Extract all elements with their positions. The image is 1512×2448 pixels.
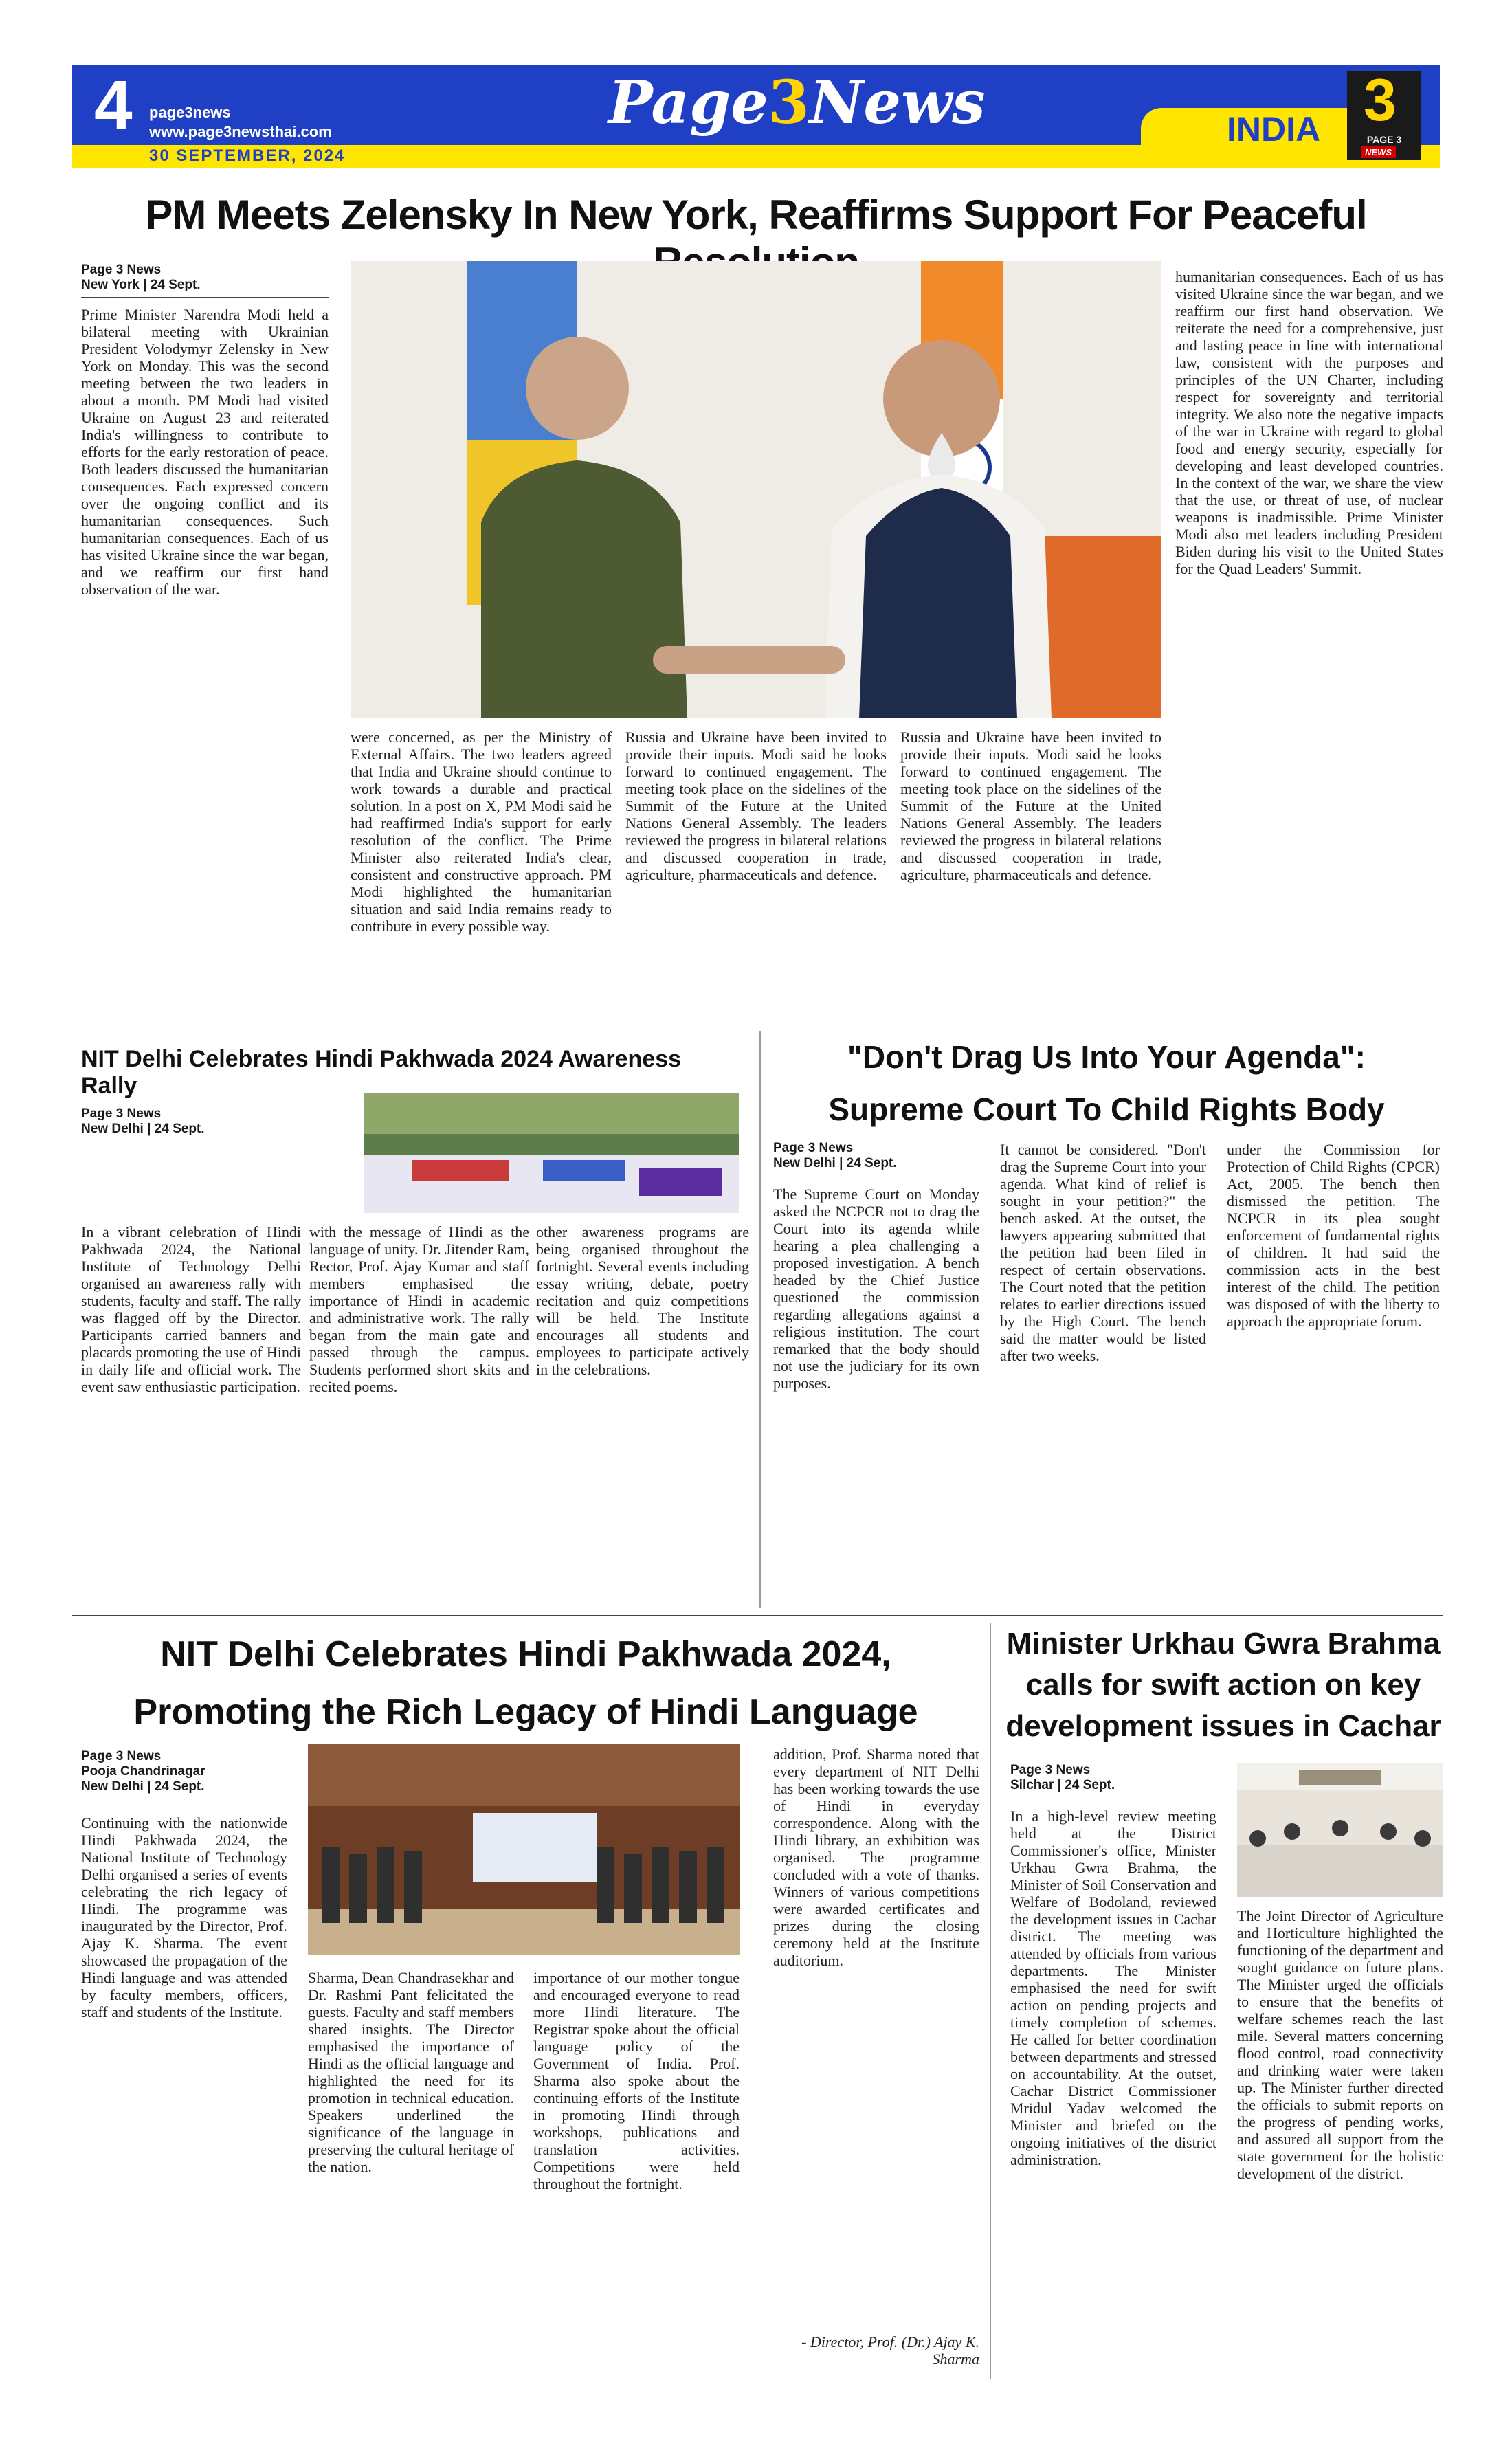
rally-headline[interactable]: NIT Delhi Celebrates Hindi Pakhwada 2024 Awareness Rally — [81, 1046, 682, 1099]
brand-logo-suffix: News — [809, 68, 986, 137]
nit-column-4: addition, Prof. Sharma noted that every department of NIT Delhi has been working towards the use of Hindi in everyday correspondence. Along with the Hindi library, an exhibition was organised. The programme concluded with a vote of thanks. Winners of various competitions were awarded certificates and prizes during the closing ceremony held at the Institute auditorium. — [773, 1746, 979, 1969]
rally-column-3: other awareness programs are being organised throughout the fortnight. Several events including essay writing, debate, poetry recitation and quiz competitions will be held. The Institute encourages all students and employees to participate actively in the celebrations. — [536, 1223, 749, 1378]
lead-byline-rule — [81, 297, 329, 298]
photo-hindi-pakhwada-graphic — [308, 1744, 740, 1955]
masthead — [72, 65, 1440, 168]
lead-column-2b: Russia and Ukraine have been invited to provide their inputs. Modi said he looks forward to continued engagement. The meeting took place on the sidelines of the Summit of the Future at the United Nations General Assembly. The leaders reviewed the progress in bilateral relations and discussed cooperation in trade, agriculture, pharmaceuticals and defence. — [625, 728, 887, 883]
minister-headline-line-1: Minister Urkhau Gwra Brahma — [1006, 1627, 1441, 1660]
publication-date: 30 SEPTEMBER, 2024 — [149, 146, 346, 165]
sc-byline-source: Page 3 News — [773, 1141, 854, 1155]
lead-column-3: Russia and Ukraine have been invited to provide their inputs. Modi said he looks forward to continued engagement. The meeting took place on the sidelines of the Summit of the Future at the United Nations General Assembly. The leaders reviewed the progress in bilateral relations and discussed cooperation in trade, agriculture, pharmaceuticals and defence. — [900, 728, 1161, 883]
nit-byline-author: Pooja Chandrinagar — [81, 1764, 205, 1779]
lead-column-4: humanitarian consequences. Each of us has visited Ukraine since the war began, and we reaffirm our first hand observation. We reiterate the need for a comprehensive, just and lasting peace in line with international law, consistent with the purposes and principles of the UN Charter, including respect for sovereignty and territorial integrity. We also note the negative impacts of the war in Ukraine with regard to global food and energy security, especially for developing and least developed countries. In the context of the war, we share the view that the use, or threat of use, of nuclear weapons is inadmissible. Prime Minister Modi also met leaders including President Biden during his visit to the United States for the Quad Leaders' Summit. — [1175, 268, 1443, 577]
photo-hindi-pakhwada-event — [308, 1744, 740, 1955]
sc-headline-line-2: Supreme Court To Child Rights Body — [828, 1091, 1385, 1127]
brand-logo-number: 3 — [768, 68, 810, 137]
brand-logo-prefix: Page — [608, 68, 768, 137]
page3-badge-logo — [1347, 67, 1421, 160]
lead-byline-place: New York | 24 Sept. — [81, 278, 201, 292]
sc-byline — [773, 1141, 979, 1171]
nit-column-1: Continuing with the nationwide Hindi Pakhwada 2024, the National Institute of Technology Delhi organised a series of events celebrating the rich legacy of Hindi. The programme was inaugurated by the Director, Prof. Ajay K. Sharma. The event showcased the propagation of the Hindi language and was attended by faculty members, officers, staff and students of the Institute. — [81, 1814, 287, 2021]
sc-headline-line-1: "Don't Drag Us Into Your Agenda": — [847, 1039, 1366, 1075]
rally-byline — [81, 1106, 329, 1137]
lead-column-2: were concerned, as per the Ministry of External Affairs. The two leaders agreed that India and Ukraine should continue to work towards a durable and practical solution. In a post on X, PM Modi said he had reaffirmed India's support for early resolution of the conflict. The Prime Minister also reiterated India's clear, consistent and constructive approach. PM Modi highlighted the humanitarian situation and said India remains ready to contribute in every possible way. — [351, 728, 612, 935]
rally-byline-source: Page 3 News — [81, 1106, 162, 1121]
section-name: INDIA — [1227, 110, 1321, 148]
photo-cachar-meeting-graphic — [1237, 1763, 1443, 1897]
minister-column-2: The Joint Director of Agriculture and Horticulture highlighted the functioning of the department and sought guidance on future plans. The Minister urged the officials to ensure that the benefits of welfare schemes reach the last mile. Several matters concerning flood control, road connectivity and drinking water were taken up. The Minister further directed the officials to submit reports on the progress of pending works, and assured all support from the state government for the holistic development of the district. — [1237, 1907, 1443, 2182]
nit-byline-place: New Delhi | 24 Sept. — [81, 1779, 205, 1794]
rally-column-2: with the message of Hindi as the language of unity. Dr. Jitender Ram, Rector, Prof. Ajay Kumar and staff members emphasised the importance of Hindi in academic and administrative work. The rally began from the main gate and passed through the campus. Students performed short skits and recited poems. — [309, 1223, 529, 1395]
minister-headline-line-3: development issues in Cachar — [1005, 1709, 1441, 1743]
nit-column-3: importance of our mother tongue and encouraged everyone to read more Hindi literature. The Registrar spoke about the official language policy of the Government of India. Prof. Sharma also spoke about the continuing efforts of the Institute in promoting Hindi through workshops, publications and translation activities. Competitions were held throughout the fortnight. — [533, 1969, 740, 2192]
sc-column-1: The Supreme Court on Monday asked the NCPCR not to drag the Court into its agenda while hearing a plea challenging a proposed investigation. A bench headed by the Chief Justice questioned the commission regarding allegations against a religious institution. The court remarked that the body should not use the judiciary for its own purposes. — [773, 1186, 979, 1392]
photo-cachar-meeting — [1237, 1763, 1443, 1897]
nit-quote-attribution: - Director, Prof. (Dr.) Ajay K. Sharma — [801, 2333, 979, 2368]
minister-headline[interactable] — [1000, 1623, 1447, 1747]
page-number: 4 — [94, 67, 133, 144]
nit-headline[interactable] — [72, 1625, 979, 1741]
badge-news: NEWS — [1361, 146, 1396, 158]
minister-column-1: In a high-level review meeting held at the District Commissioner's office, Minister Urkhau Gwra Brahma, the Minister of Soil Conservation and Welfare of Bodoland, reviewed the development issues in Cachar district. The meeting was attended by officials from various departments. The Minister emphasised the need for swift action on pending projects and timely completion of schemes. He called for better coordination between departments and stressed on accountability. At the outset, Cachar District Commissioner Mridul Yadav welcomed the Minister and briefed on the ongoing initiatives of the district administration. — [1010, 1807, 1216, 2168]
sc-column-2: It cannot be considered. "Don't drag the Supreme Court into your agenda. What kind of relief is sought in your petition?" the bench asked. At the outset, the lawyers appearing submitted that the petition had been filed in respect of certain observations. The Court noted that the petition relates to earlier directions issued by the High Court. The bench said the matter would be listed after two weeks. — [1000, 1141, 1206, 1364]
minister-byline-place: Silchar | 24 Sept. — [1010, 1778, 1115, 1792]
rally-byline-place: New Delhi | 24 Sept. — [81, 1122, 205, 1136]
nit-byline — [81, 1749, 287, 1794]
website-link[interactable]: www.page3newsthai.com — [149, 123, 332, 140]
rally-column-1: In a vibrant celebration of Hindi Pakhwada 2024, the National Institute of Technology Delhi organised an awareness rally with students, faculty and staff. The rally was flagged off by the Director. Participants carried banners and placards promoting the use of Hindi in daily life and official work. The event saw enthusiastic participation. — [81, 1223, 301, 1395]
sc-column-3: under the Commission for Protection of Child Rights (CPCR) Act, 2005. The bench then dismissed the petition. The NCPCR in its plea sought enforcement of fundamental rights of children. It had said the commission acts in the best interest of the child. The petition was disposed of with the liberty to approach the appropriate forum. — [1227, 1141, 1440, 1330]
social-handle[interactable]: page3news — [149, 104, 231, 121]
lead-byline — [81, 263, 329, 293]
badge-number: 3 — [1364, 67, 1397, 133]
photo-modi-zelensky-handshake — [351, 261, 1161, 718]
photo-rally-group — [364, 1093, 739, 1213]
divider-horizontal-lower — [72, 1615, 1443, 1616]
photo-modi-zelensky-graphic — [351, 261, 1161, 718]
sc-byline-place: New Delhi | 24 Sept. — [773, 1156, 897, 1170]
lead-headline[interactable]: PM Meets Zelensky In New York, Reaffirms Support For Peaceful — [145, 192, 1367, 238]
photo-rally-graphic — [364, 1093, 739, 1213]
minister-headline-line-2: calls for swift action on key — [1025, 1668, 1421, 1702]
divider-minister — [990, 1623, 991, 2379]
badge-label: PAGE 3 — [1366, 134, 1402, 145]
sc-headline[interactable] — [770, 1031, 1443, 1135]
lead-column-1: Prime Minister Narendra Modi held a bilateral meeting with Ukrainian President Volodymyr Zelensky in New York on Monday. This was the second meeting between the two leaders in about a month. PM Modi had visited Ukraine on August 23 and reiterated India's willingness to contribute to efforts for the early restoration of peace. Both leaders discussed the humanitarian consequences. Each expressed concern over the ongoing conflict and its humanitarian consequences. Such humanitarian consequences. Each of us has visited Ukraine since the war began, and we reaffirm our first hand observation of the war. — [81, 306, 329, 598]
nit-headline-line-1: NIT Delhi Celebrates Hindi Pakhwada 2024, — [160, 1634, 891, 1674]
nit-byline-source: Page 3 News — [81, 1749, 162, 1763]
divider-sc — [759, 1031, 761, 1608]
brand-logo — [608, 68, 986, 137]
nit-column-2: Sharma, Dean Chandrasekhar and Dr. Rashmi Pant felicitated the guests. Faculty and staff members shared insights. The Director emphasised the importance of Hindi as the official language and highlighted the need for its promotion in technical education. Speakers underlined the significance of the language in preserving the cultural heritage of the nation. — [308, 1969, 514, 2175]
nit-headline-line-2: Promoting the Rich Legacy of Hindi Language — [133, 1692, 918, 1732]
minister-byline-source: Page 3 News — [1010, 1763, 1091, 1777]
lead-byline-source: Page 3 News — [81, 263, 162, 277]
minister-byline — [1010, 1763, 1216, 1793]
